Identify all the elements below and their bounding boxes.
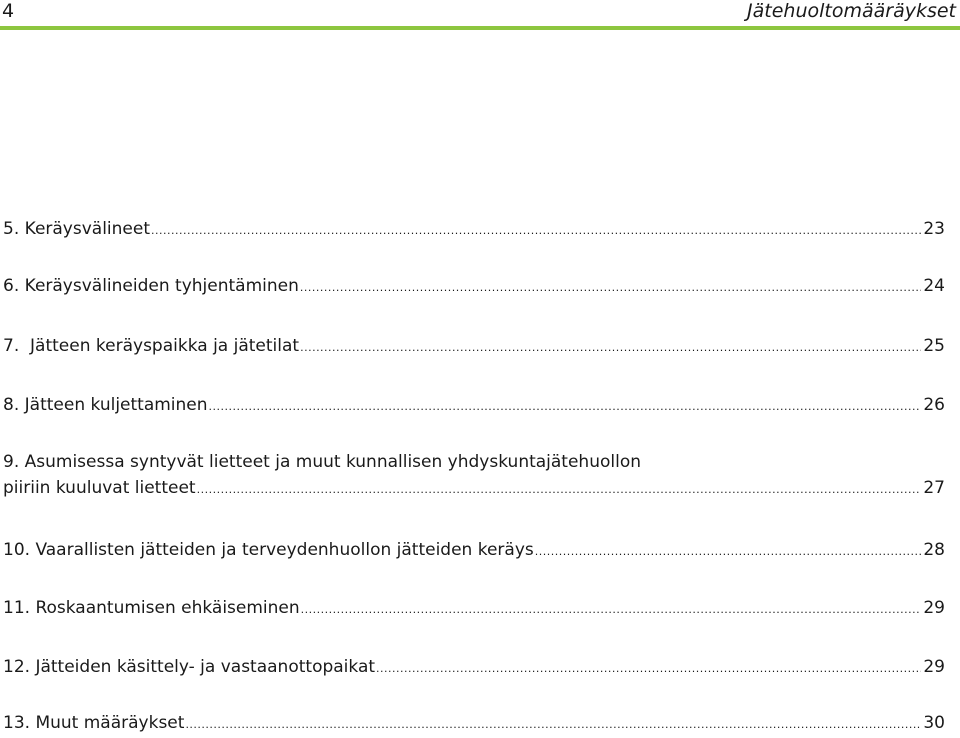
dot-leader [151, 218, 921, 244]
toc-entry-page: 23 [923, 219, 945, 239]
dot-leader [301, 597, 922, 623]
toc-entry-title-line1: Asumisessa syntyvät lietteet ja muut kunnallisen yhdyskuntajätehuollon [24, 452, 642, 472]
toc-entry-13[interactable] [3, 710, 945, 738]
toc-entry-title: Vaarallisten jätteiden ja terveydenhuollon jätteiden keräys [35, 540, 534, 560]
dot-leader [300, 275, 921, 301]
toc-entry-page: 30 [923, 713, 945, 733]
dot-leader [300, 335, 921, 361]
toc-entry-11[interactable] [3, 595, 945, 623]
toc-entry-page: 25 [923, 336, 945, 356]
dot-leader [197, 477, 922, 503]
toc-entry-8[interactable] [3, 392, 945, 420]
toc-entry-page: 24 [923, 276, 945, 296]
toc-entry-title-line2: piiriin kuuluvat lietteet [3, 478, 196, 498]
toc-entry-number: 10. [3, 540, 31, 560]
dot-leader [376, 656, 921, 682]
toc-entry-number: 12. [3, 657, 31, 677]
toc-entry-title: Keräysvälineet [24, 219, 151, 239]
dot-leader [185, 712, 921, 738]
toc-entry-5[interactable] [3, 216, 945, 244]
toc-entry-number: 8. [3, 395, 20, 415]
toc-entry-10[interactable] [3, 537, 945, 565]
toc-entry-title: Jätteen kuljettaminen [24, 395, 208, 415]
toc-entry-page: 28 [923, 540, 945, 560]
toc-entry-number: 5. [3, 219, 20, 239]
toc-entry-page: 29 [923, 598, 945, 618]
toc-entry-number: 7. [3, 336, 20, 356]
toc-entry-7[interactable] [3, 333, 945, 361]
toc-entry-page: 26 [923, 395, 945, 415]
toc-entry-number: 11. [3, 598, 31, 618]
toc-entry-title: Keräysvälineiden tyhjentäminen [24, 276, 299, 296]
toc-entry-number: 13. [3, 713, 31, 733]
toc-entry-number: 6. [3, 276, 20, 296]
toc-entry-number: 9. [3, 452, 20, 472]
toc-entry-page: 29 [923, 657, 945, 677]
page-number: 4 [2, 0, 15, 22]
toc-entry-6[interactable] [3, 273, 945, 301]
toc-entry-page: 27 [923, 478, 945, 498]
toc-entry-title: Jätteiden käsittely- ja vastaanottopaikat [35, 657, 376, 677]
toc-entry-12[interactable] [3, 654, 945, 682]
toc-entry-title: Muut määräykset [35, 713, 185, 733]
dot-leader [535, 539, 922, 565]
toc-entry-9[interactable] [3, 449, 945, 503]
toc-entry-title: Roskaantumisen ehkäiseminen [35, 598, 300, 618]
running-title: Jätehuoltomääräykset [747, 0, 956, 22]
toc-entry-title: Jätteen keräyspaikka ja jätetilat [30, 336, 300, 356]
header-rule [0, 26, 960, 30]
dot-leader [209, 394, 922, 420]
